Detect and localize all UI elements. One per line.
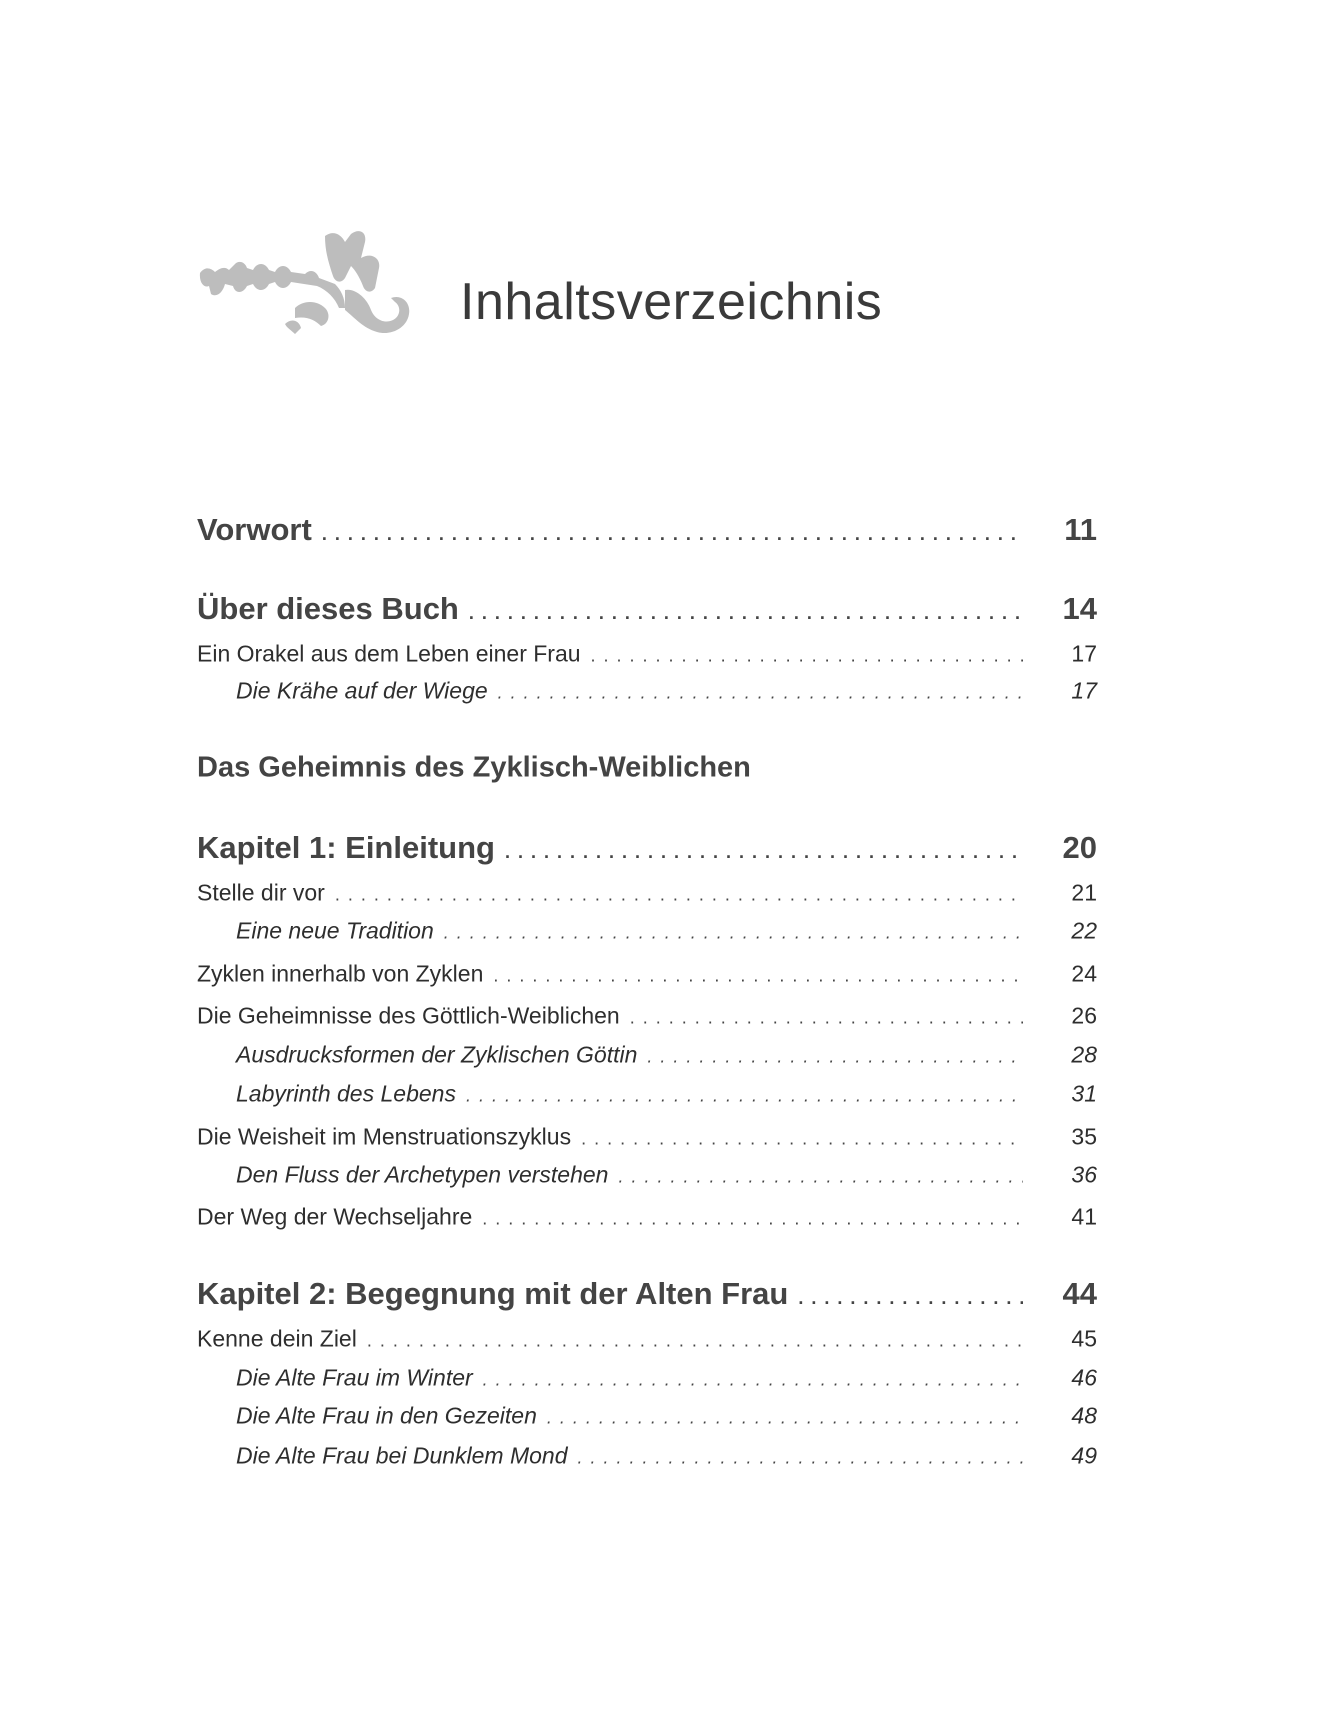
toc-entry <box>197 880 1097 907</box>
toc-page-number: 45 <box>1071 1325 1097 1352</box>
toc-chapter-entry <box>197 591 1097 627</box>
toc-entry-label: Die Weisheit im Menstruationszyklus <box>197 1123 572 1150</box>
toc-entry-label: Eine neue Tradition <box>236 917 434 944</box>
toc-entry <box>197 1124 1097 1151</box>
toc-entry-label: Der Weg der Wechseljahre <box>197 1203 473 1230</box>
toc-entry-label: Vorwort <box>197 512 312 547</box>
dot-leader <box>547 1408 1023 1429</box>
toc-page-number: 22 <box>1071 917 1097 944</box>
toc-entry-label: Stelle dir vor <box>197 879 325 906</box>
dot-leader <box>335 885 1023 906</box>
toc-page-number: 11 <box>1064 512 1097 547</box>
toc-entry <box>197 1204 1097 1231</box>
toc-entry-label: Das Geheimnis des Zyklisch-Weiblichen <box>197 751 751 784</box>
toc-entry <box>197 641 1097 668</box>
toc-entry <box>236 1162 1097 1189</box>
toc-page-number: 28 <box>1071 1041 1097 1068</box>
toc-entry-label: Kapitel 2: Begegnung mit der Alten Frau <box>197 1276 789 1311</box>
toc-page-number: 35 <box>1071 1123 1097 1150</box>
toc-entry-label: Die Geheimnisse des Göttlich-Weiblichen <box>197 1002 620 1029</box>
toc-chapter-entry <box>197 512 1097 548</box>
toc-entry <box>236 918 1097 945</box>
toc-page-number: 17 <box>1071 677 1097 704</box>
section-heading <box>197 752 1097 785</box>
dot-leader <box>581 1129 1023 1150</box>
toc-page-number: 46 <box>1071 1364 1097 1391</box>
toc-page-number: 31 <box>1071 1080 1097 1107</box>
dot-leader <box>498 683 1023 704</box>
dot-leader <box>482 1209 1023 1230</box>
dot-leader <box>483 1370 1023 1391</box>
dot-leader <box>798 1288 1023 1309</box>
dot-leader <box>493 966 1023 987</box>
dot-leader <box>578 1448 1023 1469</box>
dot-leader <box>466 1086 1023 1107</box>
toc-entry-label: Zyklen innerhalb von Zyklen <box>197 960 484 987</box>
toc-entry <box>236 1403 1097 1430</box>
toc-entry <box>197 961 1097 988</box>
toc-page-number: 14 <box>1062 591 1097 626</box>
toc-entry-label: Die Alte Frau im Winter <box>236 1364 473 1391</box>
toc-page-number: 21 <box>1071 879 1097 906</box>
toc-entry-label: Den Fluss der Archetypen verstehen <box>236 1161 609 1188</box>
dot-leader <box>591 646 1023 667</box>
toc-page-number: 44 <box>1062 1276 1097 1311</box>
dot-leader <box>618 1167 1023 1188</box>
toc-entry-label: Die Krähe auf der Wiege <box>236 677 488 704</box>
toc-page-number: 24 <box>1071 960 1097 987</box>
toc-page-number: 48 <box>1071 1402 1097 1429</box>
dot-leader <box>367 1331 1023 1352</box>
toc-entry-label: Ein Orakel aus dem Leben einer Frau <box>197 640 581 667</box>
dot-leader <box>505 842 1023 863</box>
toc-entry-label: Kenne dein Ziel <box>197 1325 357 1352</box>
toc-page-number: 49 <box>1071 1442 1097 1469</box>
toc-page-number: 20 <box>1062 830 1097 865</box>
toc-page-number: 17 <box>1071 640 1097 667</box>
toc-entry-label: Die Alte Frau bei Dunklem Mond <box>236 1442 568 1469</box>
dot-leader <box>647 1047 1023 1068</box>
page-title: Inhaltsverzeichnis <box>460 273 883 331</box>
toc-page-number: 41 <box>1071 1203 1097 1230</box>
toc-entry-label: Labyrinth des Lebens <box>236 1080 456 1107</box>
toc-entry-label: Die Alte Frau in den Gezeiten <box>236 1402 537 1429</box>
dot-leader <box>469 603 1023 624</box>
toc-entry <box>236 1443 1097 1470</box>
toc-entry-label: Kapitel 1: Einleitung <box>197 830 495 865</box>
toc-page-number: 26 <box>1071 1002 1097 1029</box>
toc-entry <box>236 1042 1097 1069</box>
toc-chapter-entry <box>197 1276 1097 1312</box>
toc-entry <box>197 1003 1097 1030</box>
toc-entry <box>236 1081 1097 1108</box>
dot-leader <box>322 524 1023 545</box>
toc-entry-label: Über dieses Buch <box>197 591 459 626</box>
dot-leader <box>630 1008 1023 1029</box>
toc-page-number: 36 <box>1071 1161 1097 1188</box>
toc-entry <box>197 1326 1097 1353</box>
dot-leader <box>444 923 1023 944</box>
toc-entry-label: Ausdrucksformen der Zyklischen Göttin <box>236 1041 638 1068</box>
toc-entry <box>236 678 1097 705</box>
toc-entry <box>236 1365 1097 1392</box>
toc-chapter-entry <box>197 830 1097 866</box>
floral-ornament-icon <box>195 228 430 338</box>
